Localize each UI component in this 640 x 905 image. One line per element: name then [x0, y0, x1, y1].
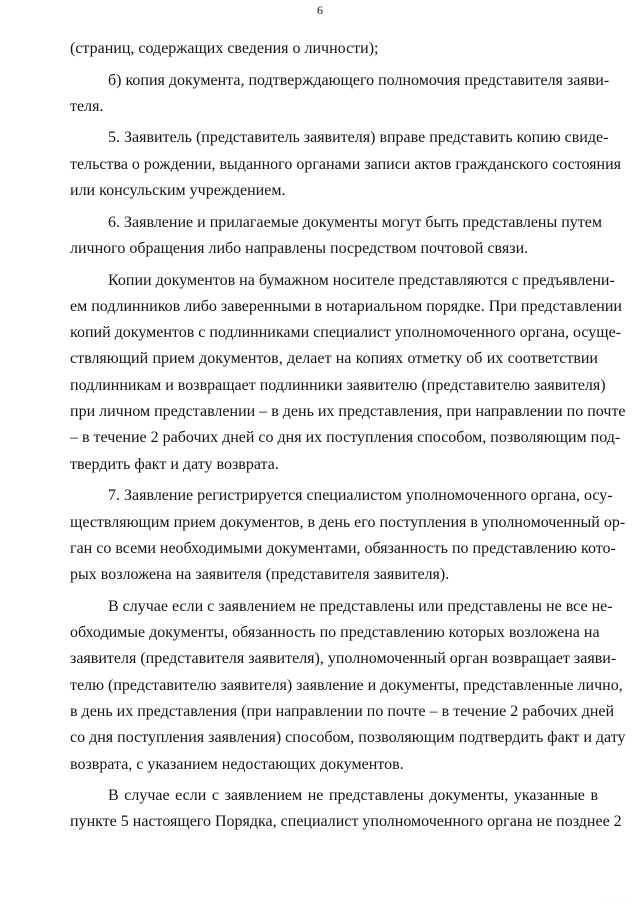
text-line: возврата, с указанием недостающих документов.: [70, 755, 404, 773]
text-line: при личном представлении – в день их представления, при направлении по почте: [70, 403, 626, 421]
text-line: ществляющим прием документов, в день его поступления в уполномоченный ор-: [70, 513, 626, 531]
text-line: 5. Заявитель (представитель заявителя) вправе представить копию свиде-: [108, 129, 609, 147]
text-line: – в течение 2 рабочих дней со дня их поступления способом, позволяющим под-: [70, 429, 621, 447]
text-line: обходимые документы, обязанность по представлению которых возложена на: [70, 624, 600, 642]
text-line: твердить факт и дату возврата.: [70, 455, 279, 473]
text-line: заявителя (представителя заявителя), уполномоченный орган возвращает заяви-: [70, 650, 617, 668]
text-line: со дня поступления заявления) способом, позволяющим подтвердить факт и дату: [70, 729, 626, 747]
text-line: В случае если с заявлением не представлены документы, указанные в: [108, 787, 598, 805]
text-line: ем подлинников либо заверенными в нотариальном порядке. При представлении: [70, 297, 622, 315]
text-line: 6. Заявление и прилагаемые документы могут быть представлены путем: [108, 213, 603, 231]
text-line: теля.: [70, 97, 104, 115]
text-line: В случае если с заявлением не представлены или представлены не все не-: [108, 597, 613, 615]
text-line: подлинникам и возвращает подлинники заявителю (представителю заявителя): [70, 376, 606, 394]
text-line: Копии документов на бумажном носителе представляются с предъявлени-: [108, 271, 615, 289]
text-line: 7. Заявление регистрируется специалистом уполномоченного органа, осу-: [108, 487, 613, 505]
text-line: рых возложена на заявителя (представителя заявителя).: [70, 566, 450, 584]
document-body: [70, 36, 626, 836]
text-line: (страниц, содержащих сведения о личности);: [70, 40, 379, 57]
text-line: личного обращения либо направлены посредством почтовой связи.: [70, 239, 529, 257]
text-line: копий документов с подлинниками специалист уполномоченного органа, осуще-: [70, 324, 622, 342]
text-line: телю (представителю заявителя) заявление и документы, представленные лично,: [70, 676, 623, 694]
text-line: ган со всеми необходимыми документами, обязанность по представлению кото-: [70, 539, 616, 557]
text-line: в день их представления (при направлении по почте – в течение 2 рабочих дней: [70, 702, 615, 720]
text-line: тельства о рождении, выданного органами записи актов гражданского состояния: [70, 155, 622, 173]
text-line: ствляющий прием документов, делает на копиях отметку об их соответствии: [70, 350, 598, 368]
text-line: пункте 5 настоящего Порядка, специалист уполномоченного органа не позднее 2: [70, 813, 622, 831]
text-line: б) копия документа, подтверждающего полномочия представителя заяви-: [108, 71, 610, 89]
text-line: или консульским учреждением.: [70, 182, 286, 200]
page-number: 6: [317, 3, 323, 17]
scan-artifact: · · · ·: [606, 895, 626, 901]
